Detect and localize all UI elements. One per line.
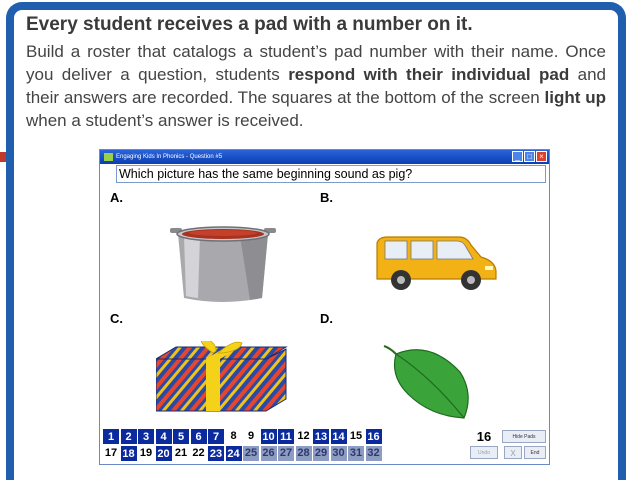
app-icon xyxy=(104,153,113,161)
pad-cell-9: 9 xyxy=(243,429,259,444)
para-text-2: and their answers are recorded. The squares at the bottom of the screen xyxy=(26,65,606,107)
minimize-icon[interactable]: _ xyxy=(512,151,523,162)
pad-cell-15: 15 xyxy=(349,430,363,442)
window-title: Engaging Kids In Phonics - Question #5 xyxy=(116,154,223,160)
pad-cell-8: 8 xyxy=(226,429,242,444)
option-b-label: B. xyxy=(320,190,333,205)
pad-cell-1: 1 xyxy=(103,429,119,444)
window-titlebar[interactable] xyxy=(100,150,549,164)
undo-button[interactable]: Undo xyxy=(470,446,498,459)
response-count: 16 xyxy=(473,429,495,444)
x-button[interactable]: X xyxy=(504,446,522,459)
hide-pads-button[interactable]: Hide Pads xyxy=(502,430,546,443)
window-controls xyxy=(511,151,547,165)
pad-cell-4: 4 xyxy=(156,429,172,444)
pad-cell-13: 13 xyxy=(314,431,328,443)
pad-cell-3: 3 xyxy=(138,429,154,444)
pad-cell-5: 5 xyxy=(173,429,189,444)
para-text-3: when a student’s answer is received. xyxy=(26,111,304,130)
pad-cell-26: 26 xyxy=(262,447,275,459)
headline: Every student receives a pad with a number on it. xyxy=(26,14,473,35)
pad-cell-10: 10 xyxy=(262,431,275,443)
pad-cell-11: 11 xyxy=(278,429,294,444)
pad-cell-25: 25 xyxy=(244,447,258,459)
pad-cell-20: 20 xyxy=(157,448,170,460)
quiz-window xyxy=(99,149,550,465)
van-image[interactable] xyxy=(373,233,499,291)
para-text-1: Build a roster that catalogs a student’s pad number with their name. Once you deliver a question, students xyxy=(26,42,606,84)
pad-cell-21: 21 xyxy=(174,447,188,459)
pad-cell-23: 23 xyxy=(209,448,223,460)
leaf-image[interactable] xyxy=(380,342,476,422)
maximize-icon[interactable]: □ xyxy=(524,151,535,162)
pad-cell-6: 6 xyxy=(191,429,207,444)
pad-cell-16: 16 xyxy=(367,431,380,443)
pad-cell-17: 17 xyxy=(104,447,118,459)
pot-image[interactable] xyxy=(170,224,276,306)
pad-cell-22: 22 xyxy=(192,447,205,459)
pad-cell-30: 30 xyxy=(332,447,345,459)
end-button[interactable]: End xyxy=(524,446,546,459)
pad-cell-31: 31 xyxy=(349,447,363,459)
gift-image[interactable] xyxy=(156,341,290,413)
pad-cell-7: 7 xyxy=(208,429,224,444)
pad-cell-12: 12 xyxy=(297,430,310,442)
description-paragraph xyxy=(26,40,606,132)
pad-cell-27: 27 xyxy=(279,447,293,459)
pad-cell-24: 24 xyxy=(227,448,240,460)
option-a-label: A. xyxy=(110,190,123,205)
para-bold-2: light up xyxy=(544,88,606,107)
para-bold-1: respond with their individual pad xyxy=(288,65,570,84)
accent-tab xyxy=(0,152,6,162)
option-c-label: C. xyxy=(110,311,123,326)
pad-cell-32: 32 xyxy=(367,447,380,459)
pad-cell-2: 2 xyxy=(121,429,137,444)
pad-cell-14: 14 xyxy=(332,431,345,443)
close-icon[interactable]: × xyxy=(536,151,547,162)
pad-cell-29: 29 xyxy=(314,447,328,459)
question-text: Which picture has the same beginning sound as pig? xyxy=(116,165,546,183)
pad-cell-18: 18 xyxy=(122,448,135,460)
pad-cell-19: 19 xyxy=(139,447,153,459)
option-d-label: D. xyxy=(320,311,333,326)
pad-cell-28: 28 xyxy=(297,447,310,459)
